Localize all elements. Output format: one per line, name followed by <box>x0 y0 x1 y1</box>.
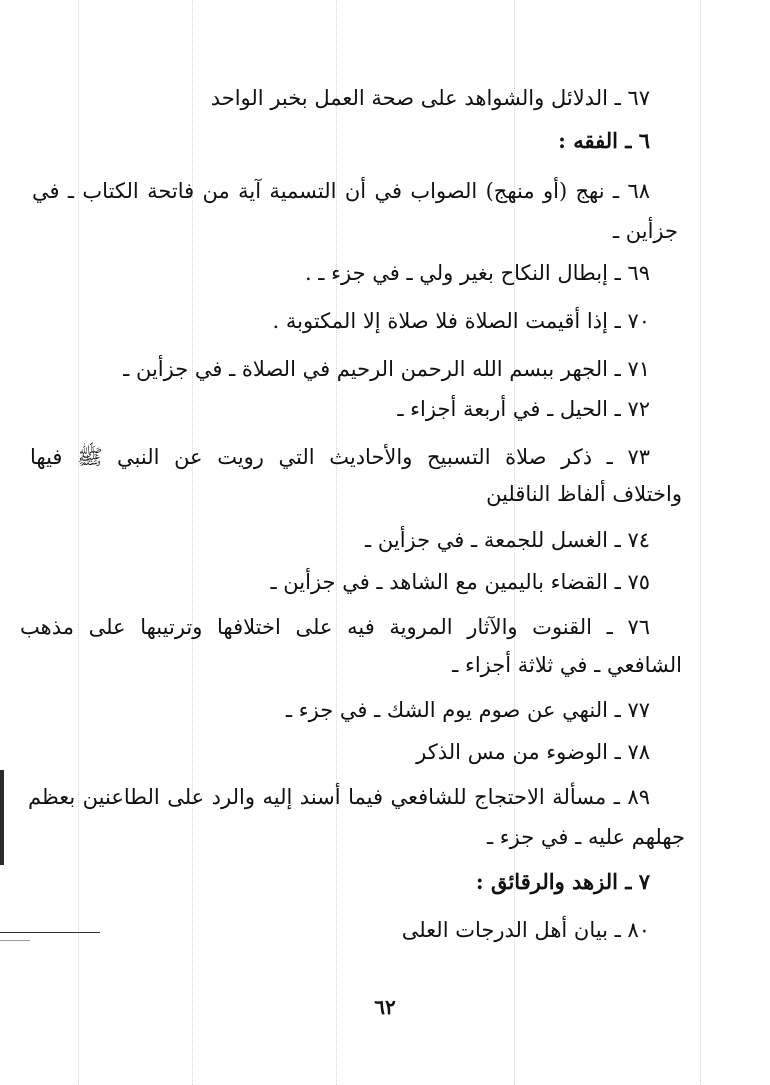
entry-89: ٨٩ ـ مسألة الاحتجاج للشافعي فيما أسند إليه والرد على الطاعنين بعظم <box>28 785 650 809</box>
entry-71: ٧١ ـ الجهر ببسم الله الرحمن الرحيم في الصلاة ـ في جزأين ـ <box>123 357 650 381</box>
entry-67: ٦٧ ـ الدلائل والشواهد على صحة العمل بخبر الواحد <box>210 86 650 110</box>
entry-80: ٨٠ ـ بيان أهل الدرجات العلى <box>401 918 650 942</box>
entry-70: ٧٠ ـ إذا أقيمت الصلاة فلا صلاة إلا المكتوبة . <box>272 309 650 333</box>
scan-guide-line <box>78 0 79 1085</box>
scan-edge-mark <box>0 770 4 865</box>
entry-72: ٧٢ ـ الحيل ـ في أربعة أجزاء ـ <box>397 397 650 421</box>
entry-68-continued: جزأين ـ <box>612 219 678 243</box>
entry-77: ٧٧ ـ النهي عن صوم يوم الشك ـ في جزء ـ <box>285 698 650 722</box>
entry-68: ٦٨ ـ نهج (أو منهج) الصواب في أن التسمية آية من فاتحة الكتاب ـ في <box>32 179 650 203</box>
entry-78: ٧٨ ـ الوضوء من مس الذكر <box>416 740 650 764</box>
entry-76-continued: الشافعي ـ في ثلاثة أجزاء ـ <box>452 653 682 677</box>
entry-89-continued: جهلهم عليه ـ في جزء ـ <box>486 825 685 849</box>
page-number: ٦٢ <box>374 995 396 1019</box>
entry-73-continued: واختلاف ألفاظ الناقلين <box>486 482 682 506</box>
entry-74: ٧٤ ـ الغسل للجمعة ـ في جزأين ـ <box>365 528 650 552</box>
section-heading-fiqh: ٦ ـ الفقه : <box>558 128 650 153</box>
entry-75: ٧٥ ـ القضاء باليمين مع الشاهد ـ في جزأين ـ <box>270 570 650 594</box>
entry-69: ٦٩ ـ إبطال النكاح بغير ولي ـ في جزء ـ . <box>304 261 650 285</box>
section-heading-zuhd: ٧ ـ الزهد والرقائق : <box>475 869 650 894</box>
scan-guide-line <box>700 0 701 1085</box>
scan-guide-line <box>192 0 193 1085</box>
entry-73: ٧٣ ـ ذكر صلاة التسبيح والأحاديث التي رويت عن النبي ﷺ فيها <box>30 445 650 469</box>
scan-guide-line <box>336 0 337 1085</box>
scan-edge-line <box>0 940 30 941</box>
scan-edge-line <box>0 932 100 933</box>
entry-76: ٧٦ ـ القنوت والآثار المروية فيه على اختلافها وترتيبها على مذهب <box>20 615 650 639</box>
